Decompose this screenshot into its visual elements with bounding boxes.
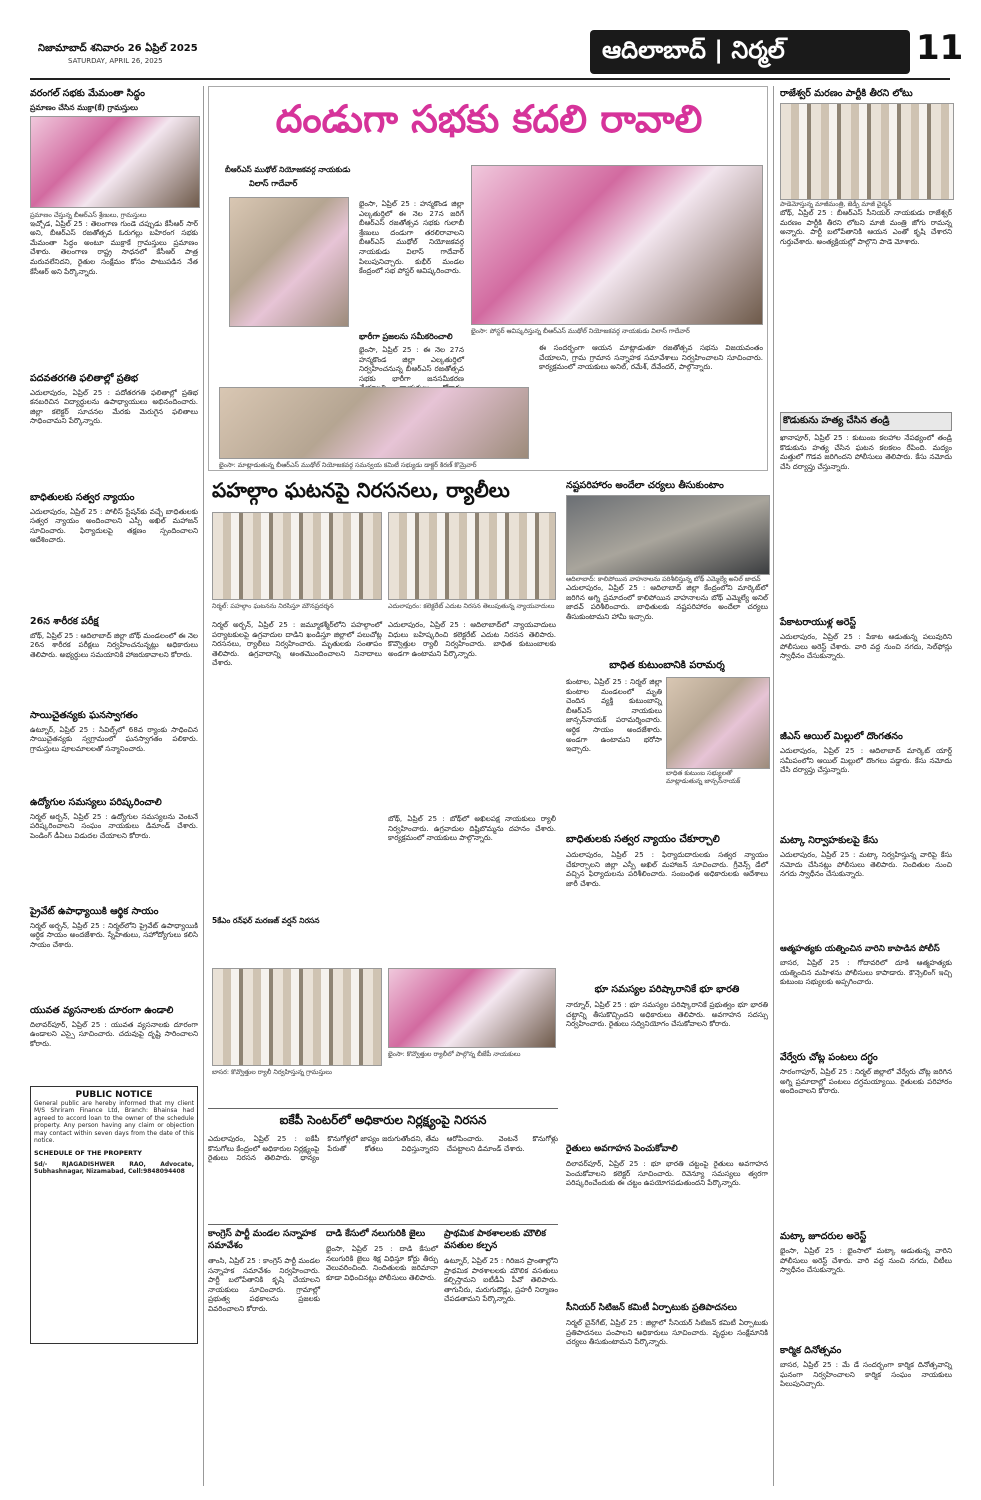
photo-caption: భైంసా: పోస్టర్ ఆవిష్కరిస్తున్న బీఆర్‌ఎస్ ముథోల్ నియోజకవర్గ నాయకుడు విలాస్ గాదేవార్: [471, 327, 763, 335]
photo-caption: బాధిత కుటుంబ సభ్యులతో మాట్లాడుతున్న జాన్సన్‌నాయక్: [666, 769, 768, 785]
story-body: తాంసి, ఏప్రిల్ 25 : కాంగ్రెస్ పార్టీ మండల సన్నాహక సమావేశం నిర్వహించారు. పార్టీ బలోపేతానికి కృషి చేయాలని నాయకులు సూచించారు. గ్రామాల్లో ప్రభుత్వ పథకాలను ప్రజలకు వివరించాలని కోరారు.: [208, 1256, 320, 1313]
main-headline: దండుగా సభకు కదలి రావాలి: [275, 97, 703, 141]
story-title: కార్మిక దినోత్సవం: [780, 1345, 842, 1356]
story-body: ఎదులాపురం, ఏప్రిల్ 25 : మట్కా నిర్వహిస్తున్న వారిపై కేసు నమోదు చేసినట్లు పోలీసులు తెలిపారు. నిందితుల నుంచి నగదు స్వాధీనం చేసుకున్నారు.: [780, 850, 952, 879]
story-body: ఎదులాపురం, ఏప్రిల్ 25 : ఆదిలాబాద్‌లో న్యాయవాదులు విధులు బహిష్కరించి కలెక్టరేట్ ఎదుట నిరసన తెలిపారు. కొవ్వొత్తుల ర్యాలీ నిర్వహించారు. బాధిత కుటుంబాలకు అండగా ఉంటామని పేర్కొన్నారు.: [388, 620, 556, 658]
story-body: సారంగాపూర్, ఏప్రిల్ 25 : నిర్మల్ జిల్లాలో వేర్వేరు చోట్ల జరిగిన అగ్ని ప్రమాదాల్లో పంటలు దగ్ధమయ్యాయి. రైతులకు పరిహారం అందించాలని కోరారు.: [780, 1067, 952, 1096]
story-title: పేకాటరాయుళ్ల అరెస్ట్: [780, 617, 857, 628]
photo-caption: ప్రమాణం చేస్తున్న బీఆర్‌ఎస్ శ్రేణులు, గ్రామస్తులు: [30, 211, 198, 219]
story-body: నిర్మల్ అర్బన్, ఏప్రిల్ 25 : జమ్మూకశ్మీర్‌లోని పహల్గాంలో పర్యాటకులపై ఉగ్రవాదుల దాడిని ఖండిస్తూ జిల్లాలో పలుచోట్ల నిరసనలు, ర్యాలీలు నిర్వహించారు. మృతులకు సంతాపం తెలిపారు. ఉగ్రవాదాన్ని అంతమొందించాలని నినాదాలు చేశారు.: [212, 620, 382, 668]
section-headline: పహల్గాం ఘటనపై నిరసనలు, ర్యాలీలు: [212, 478, 510, 502]
notice-sign: Sd/- RJAGADISHWER RAO, Advocate, Subhashnagar, Nizamabad, Cell:9848094408: [34, 1160, 194, 1176]
story-title: ఐకేపీ సెంటర్‌లో అధికారుల నిర్లక్ష్యంపై నిరసన: [279, 1113, 487, 1127]
section-title: ఆదిలాబాద్ | నిర్మల్: [602, 36, 785, 64]
byline-name: విలాస్ గాదేవార్: [249, 179, 298, 188]
story-body: బోథ్, ఏప్రిల్ 25 : బీఆర్‌ఎస్ సీనియర్ నాయకుడు రాజేశ్వర్ మరణం పార్టీకి తీరని లోటని మాజీ మంత్రి జోగు రామన్న అన్నారు. పార్టీ బలోపేతానికి ఆయన ఎంతో కృషి చేశారని గుర్తుచేశారు. అంత్యక్రియల్లో పాల్గొని పాడె మోశారు.: [780, 208, 952, 246]
center-right-column: [566, 478, 768, 1488]
right-column: [780, 86, 952, 1486]
date-english: SATURDAY, APRIL 26, 2025: [68, 57, 163, 65]
photo-caption: నిర్మల్: పహల్గాం ఘటనను నిరసిస్తూ మౌనప్రదర్శన: [212, 602, 382, 610]
funeral-photo: [780, 103, 954, 200]
story-body: ఎదులాపురం, ఏప్రిల్ 25 : పేకాట ఆడుతున్న పలువురిని పోలీసులు అరెస్ట్ చేశారు. వారి వద్ద నుంచి నగదు, సెల్‌ఫోన్లు స్వాధీనం చేసుకున్నారు.: [780, 632, 952, 661]
protest-photo: [212, 512, 382, 600]
story-body: ఎదులాపురం, ఏప్రిల్ 25 : ఆదిలాబాద్ జిల్లా కేంద్రంలోని మార్కెట్‌లో జరిగిన అగ్ని ప్రమాదంలో కాలిపోయిన వాహనాలను బోథ్ ఎమ్మెల్యే అనిల్ జాదవ్ పరిశీలించారు. బాధితులకు నష్టపరిహారం అందేలా చర్యలు తీసుకుంటామని హామీ ఇచ్చారు.: [566, 583, 768, 621]
story-title: జీఎస్ ఆయిల్ మిల్లులో దొంగతనం: [780, 731, 903, 742]
story-title: దాడి కేసులో నలుగురికి జైలు: [326, 1229, 426, 1239]
story-title: కాంగ్రెస్ పార్టీ మండల సన్నాహక సమావేశం: [208, 1229, 316, 1251]
meeting-photo: [219, 387, 529, 459]
ikp-story: [208, 1108, 558, 1220]
protest-photo: [388, 512, 556, 600]
story-body: ఖానాపూర్, ఏప్రిల్ 25 : కుటుంబ కలహాల నేపథ్యంలో తండ్రి కొడుకును హత్య చేసిన ఘటన కలకలం రేపింది. మద్యం మత్తులో గొడవ జరిగిందని పోలీసులు తెలిపారు. కేసు నమోదు చేసి దర్యాప్తు చేస్తున్నారు.: [780, 433, 952, 471]
visit-photo: [666, 677, 770, 769]
story-title: బాధితులకు సత్వర న్యాయం: [30, 491, 135, 503]
photo-caption: భైంసా: మాట్లాడుతున్న బీఆర్‌ఎస్ ముథోల్ నియోజకవర్గ సమన్వయ కమిటీ సభ్యుడు డాక్టర్ కిరణ్ కొమ్రెవార్: [219, 461, 529, 469]
story-body: నార్నూర్, ఏప్రిల్ 25 : భూ సమస్యల పరిష్కారానికే ప్రభుత్వం భూ భారతి చట్టాన్ని తీసుకొచ్చిందని అధికారులు తెలిపారు. అవగాహన సదస్సు నిర్వహించారు. రైతులు సద్వినియోగం చేసుకోవాలని కోరారు.: [566, 1000, 768, 1029]
page-number: 11: [916, 28, 964, 68]
story-title: నష్టపరిహారం అందేలా చర్యలు తీసుకుంటాం: [566, 480, 724, 491]
story-body: ఉట్నూర్, ఏప్రిల్ 25 : గిరిజన ప్రాంతాల్లోని ప్రాథమిక పాఠశాలలకు మౌలిక వసతులు కల్పిస్తామని ఐటీడీఏ పీవో తెలిపారు. తాగునీరు, మరుగుదొడ్లు, ప్రహరీ నిర్మాణం చేపడతామని పేర్కొన్నారు.: [444, 1256, 558, 1304]
rally-photo: [388, 968, 556, 1048]
story-body: కుంటాల, ఏప్రిల్ 25 : నిర్మల్ జిల్లా కుంటాల మండలంలో మృతి చెందిన వ్యక్తి కుటుంబాన్ని బీఆర్‌ఎస్ నాయకులు జాన్సన్‌నాయక్ పరామర్శించారు. ఆర్థిక సాయం అందజేశారు. అండగా ఉంటామని భరోసా ఇచ్చారు.: [566, 677, 662, 754]
pahalgam-story: [208, 478, 558, 1106]
story-title: ప్రైవేట్ ఉపాధ్యాయికి ఆర్థిక సాయం: [30, 905, 159, 917]
story-body: బాసర, ఏప్రిల్ 25 : గోదావరిలో దూకి ఆత్మహత్యకు యత్నించిన మహిళను పోలీసులు కాపాడారు. కౌన్సెలింగ్ ఇచ్చి కుటుంబ సభ్యులకు అప్పగించారు.: [780, 958, 952, 987]
poster-launch-photo: [471, 165, 763, 325]
story-title: 26న శారీరక పరీక్ష: [30, 615, 99, 627]
story-body: ఎదులాపురం, ఏప్రిల్ 25 : ఐకేపీ కొనుగోలు కేంద్రంలో అధికారుల నిర్లక్ష్యంపై రైతులు నిరసన తెలిపారు. ధాన్యం కొనుగోళ్లలో జాప్యం జరుగుతోందని, తేమ పేరుతో కోతలు విధిస్తున్నారని ఆరోపించారు. వెంటనే కొనుగోళ్లు చేపట్టాలని డిమాండ్ చేశారు.: [208, 1134, 558, 1163]
subheading: భారీగా ప్రజలను సమీకరించాలి: [359, 332, 453, 341]
story-body: నిర్మల్ అర్బన్, ఏప్రిల్ 25 : నిర్మల్‌లోని ప్రైవేట్ ఉపాధ్యాయికి ఆర్థిక సాయం అందజేశారు. స్నేహితులు, సహోద్యోగులు కలిసి సాయం చేశారు.: [30, 920, 198, 949]
bottom-story: [444, 1229, 558, 1485]
story-body: భైంసా, ఏప్రిల్ 25 : దాడి కేసులో నలుగురికి జైలు శిక్ష విధిస్తూ కోర్టు తీర్పు వెలువరించింది. నిందితులకు జరిమానా కూడా విధించినట్లు పోలీసులు తెలిపారు.: [326, 1244, 438, 1282]
byline-title: బీఆర్‌ఎస్ ముథోల్ నియోజకవర్గ నాయకుడు: [225, 165, 351, 174]
notice-title: PUBLIC NOTICE: [75, 1089, 153, 1100]
story-body: భైంసా, ఏప్రిల్ 25 : ఈ నెల 27న హన్మకొండ జిల్లా ఎల్కతుర్తిలో నిర్వహించనున్న బీఆర్‌ఎస్ రజతోత్సవ సభకు భారీగా జనసమీకరణ: [359, 345, 464, 383]
notice-schedule: SCHEDULE OF THE PROPERTY: [34, 1148, 143, 1157]
story-body: ఎదులాపురం, ఏప్రిల్ 25 : ఆదిలాబాద్ మార్కెట్ యార్డ్ సమీపంలోని ఆయిల్ మిల్లులో దొంగలు పడ్డారు. కేసు నమోదు చేసి దర్యాప్తు చేస్తున్నారు.: [780, 746, 952, 775]
story-title: బాధితులకు సత్వర న్యాయం చేకూర్చాలి: [566, 834, 720, 845]
story-title: వేర్వేరు చోట్ల పంటలు దగ్ధం: [780, 1052, 878, 1063]
notice-body: General public are hereby informed that my client M/S Shriram Finance Ltd, Branch: Bhainsa had agreed to accord loan to the owner of the schedule property. Any person having any claim or objection may contact within seven days from the date of this notice.: [34, 1099, 194, 1145]
rally-photo: [212, 968, 382, 1066]
story-body: దిలావర్‌పూర్, ఏప్రిల్ 25 : భూ భారతి చట్టంపై రైతులు అవగాహన పెంచుకోవాలని కలెక్టర్ సూచించారు. రెవెన్యూ సమస్యలు త్వరగా పరిష్కరించేందుకు ఈ చట్టం ఉపయోగపడుతుందని పేర్కొన్నారు.: [566, 1159, 768, 1188]
bottom-stories: [208, 1224, 558, 1486]
story-body: ఎదులాపురం, ఏప్రిల్ 25 : పదోతరగతి ఫలితాల్లో ప్రతిభ కనబరిచిన విద్యార్థులను ఉపాధ్యాయులు అభినందించారు. జిల్లా కలెక్టర్ సూచనల మేరకు మెరుగైన ఫలితాలు సాధించామని పేర్కొన్నారు.: [30, 387, 198, 426]
story-body: ఇచ్చోడ, ఏప్రిల్ 25 : తెలంగాణ గుండె చప్పుడు కేసీఆర్ సార్ అని, బీఆర్‌ఎస్ రజతోత్సవ ఓరుగల్లు బహిరంగ సభకు మేమంతా సిద్ధం అంటూ ముక్రాకే గ్రామస్తులు ప్రమాణం చేశారు. తెలంగాణ రాష్ట్ర సాధనలో కేసీఆర్ పాత్ర మరువలేనిదని, రైతుల సంక్షేమం కోసం పాటుపడిన నేత కేసీఆర్ అని పేర్కొన్నారు.: [30, 218, 198, 276]
section-banner: [590, 30, 910, 74]
photo-caption: ఎదులాపురం: కలెక్టరేట్ ఎదుట నిరసన తెలుపుతున్న న్యాయవాదులు: [388, 602, 555, 610]
story-body: ఉట్నూర్, ఏప్రిల్ 25 : సివిల్స్‌లో 68వ ర్యాంకు సాధించిన సాయిచైతన్యకు స్వగ్రామంలో ఘనస్వాగతం పలికారు. గ్రామస్తులు పూలమాలలతో సన్మానించారు.: [30, 724, 198, 753]
story-title: ఉద్యోగుల సమస్యలు పరిష్కరించాలి: [30, 796, 162, 808]
story-title: వరంగల్ సభకు మేమంతా సిద్ధం: [30, 88, 145, 99]
main-story: [208, 86, 768, 471]
photo-caption: 5కేఎం రన్‌ఫర్ మరణజ్ వర్షన్ నిరసన: [212, 916, 320, 925]
bottom-story: [326, 1229, 438, 1485]
story-title: మట్కా నిర్వాహకులపై కేసు: [780, 835, 879, 846]
story-body: భైంసా, ఏప్రిల్ 25 : భైంసాలో మట్కా ఆడుతున్న వారిని పోలీసులు అరెస్ట్ చేశారు. వారి వద్ద నుంచి నగదు, చీటీలు స్వాధీనం చేసుకున్నారు.: [780, 1246, 952, 1275]
bottom-story: [208, 1229, 320, 1485]
column-divider: [203, 86, 204, 1486]
lead-body: భైంసా, ఏప్రిల్ 25 : హన్మకొండ జిల్లా ఎల్కతుర్తిలో ఈ నెల 27న జరిగే బీఆర్‌ఎస్ రజతోత్సవ సభకు గులాబీ శ్రేణులు దండుగా తరలిరావాలని బీఆర్‌ఎస్ ముథోల్ నియోజకవర్గ నాయకుడు విలాస్ గాదేవార్ పిలుపునిచ్చారు. కుభీర్ మండల కేంద్రంలో సభ పోస్టర్ ఆవిష్కరించారు.: [359, 199, 464, 276]
story-body: ఎదులాపురం, ఏప్రిల్ 25 : ఫిర్యాదుదారులకు సత్వర న్యాయం చేకూర్చాలని జిల్లా ఎస్పీ అఖిల్ మహాజన్ సూచించారు. గ్రీవెన్స్ డేలో వచ్చిన ఫిర్యాదులను పరిశీలించారు. సంబంధిత అధికారులకు ఆదేశాలు జారీ చేశారు.: [566, 850, 768, 888]
story-body: ఎదులాపురం, ఏప్రిల్ 25 : పోలీస్ స్టేషన్‌కు వచ్చే బాధితులకు సత్వర న్యాయం అందించాలని ఎస్పీ అఖిల్ మహాజన్ సూచించారు. ఫిర్యాదులపై తక్షణం స్పందించాలని ఆదేశించారు.: [30, 506, 198, 545]
leader-portrait: [229, 197, 349, 327]
masthead: [0, 0, 981, 78]
story-body: దిలావర్‌పూర్, ఏప్రిల్ 25 : యువత వ్యసనాలకు దూరంగా ఉండాలని ఎస్సై సూచించారు. చదువుపై దృష్టి సారించాలని కోరారు.: [30, 1019, 198, 1048]
story-title: భూ సమస్యల పరిష్కారానికే భూ భారతి: [594, 984, 740, 995]
photo-caption: ఆదిలాబాద్: కాలిపోయిన వాహనాలను పరిశీలిస్తున్న బోథ్ ఎమ్మెల్యే అనిల్ జాదవ్: [566, 575, 768, 583]
story-title: రైతులు అవగాహన పెంచుకోవాలి: [566, 1144, 678, 1154]
story-title: ప్రాథమిక పాఠశాలలకు మౌలిక వసతుల కల్పన: [444, 1229, 546, 1251]
story-body: బోథ్, ఏప్రిల్ 25 : బోథ్‌లో అఖిలపక్ష నాయకులు ర్యాలీ నిర్వహించారు. ఉగ్రవాదుల దిష్టిబొమ్మను దహనం చేశారు. కార్యక్రమంలో నాయకులు పాల్గొన్నారు.: [388, 814, 556, 843]
left-column: [30, 86, 198, 1486]
photo-caption: పాడెమోస్తున్న మాజీమంత్రి, జెడ్పీ మాజీ చైర్మన్: [780, 200, 952, 208]
fire-damage-photo: [566, 495, 770, 575]
story-bullet: ప్రమాణం చేసిన ముక్రా(కే) గ్రామస్తులు: [30, 103, 138, 112]
story-title: ఆత్మహత్యకు యత్నించిన వారిని కాపాడిన పోలీస్: [780, 944, 940, 954]
story-title: మట్కా జూదరుల అరెస్ట్: [780, 1231, 867, 1242]
masthead-rule: [30, 78, 950, 80]
story-body: నిర్మల్ చైన్‌గేట్, ఏప్రిల్ 25 : జిల్లాలో సీనియర్ సిటిజన్ కమిటీ ఏర్పాటుకు ప్రతిపాదనలు పంపాలని అధికారులు సూచించారు. వృద్ధుల సంక్షేమానికి చర్యలు తీసుకుంటామని పేర్కొన్నారు.: [566, 1318, 768, 1347]
column-divider: [773, 86, 774, 1486]
story-title: బాధిత కుటుంబానికి పరామర్శ: [609, 660, 725, 671]
story-title: రాజేశ్వర్ మరణం పార్టీకి తీరని లోటు: [780, 88, 913, 99]
story-title: సీనియర్ సిటిజన్ కమిటీ ఏర్పాటుకు ప్రతిపాదనలు: [566, 1303, 737, 1313]
story-title: పదవతరగతి ఫలితాల్లో ప్రతిభ: [30, 372, 139, 384]
story-body: బోథ్, ఏప్రిల్ 25 : ఆదిలాబాద్ జిల్లా బోథ్ మండలంలో ఈ నెల 26న శారీరక పరీక్షలు నిర్వహించనున్నట్లు అధికారులు తెలిపారు. అభ్యర్థులు సమయానికి హాజరుకావాలని కోరారు.: [30, 630, 198, 659]
rally-photo: [30, 116, 200, 208]
story-body: నిర్మల్ అర్బన్, ఏప్రిల్ 25 : ఉద్యోగుల సమస్యలను వెంటనే పరిష్కరించాలని సంఘం నాయకులు డిమాండ్ చేశారు. పెండింగ్ డీఏలు విడుదల చేయాలని కోరారు.: [30, 811, 198, 840]
story-title: యువత వ్యసనాలకు దూరంగా ఉండాలి: [30, 1004, 174, 1016]
story-body: ఈ సందర్భంగా ఆయన మాట్లాడుతూ రజతోత్సవ సభను విజయవంతం చేయాలని, గ్రామ గ్రామాన సన్నాహక సమావేశాలు నిర్వహించాలని సూచించారు. కార్యక్రమంలో నాయకులు అనిల్, రమేశ్, దేవేందర్, పాల్గొన్నారు.: [539, 343, 763, 372]
date-telugu: నిజామాబాద్ శనివారం 26 ఏప్రిల్ 2025: [38, 43, 198, 54]
story-title: సాయిచైతన్యకు ఘనస్వాగతం: [30, 709, 138, 721]
story-body: బాసర, ఏప్రిల్ 25 : మే డే సందర్భంగా కార్మిక దినోత్సవాన్ని ఘనంగా నిర్వహించాలని కార్మిక సంఘం నాయకులు పిలుపునిచ్చారు.: [780, 1360, 952, 1389]
photo-caption: భైంసా: కొవ్వొత్తుల ర్యాలీలో పాల్గొన్న బీజేపీ నాయకులు: [388, 1050, 556, 1058]
public-notice: [30, 1086, 198, 1344]
story-title: కొడుకును హత్య చేసిన తండ్రి: [780, 412, 952, 431]
photo-caption: బాసర: కొవ్వొత్తుల ర్యాలీ నిర్వహిస్తున్న గ్రామస్తులు: [212, 1068, 382, 1076]
